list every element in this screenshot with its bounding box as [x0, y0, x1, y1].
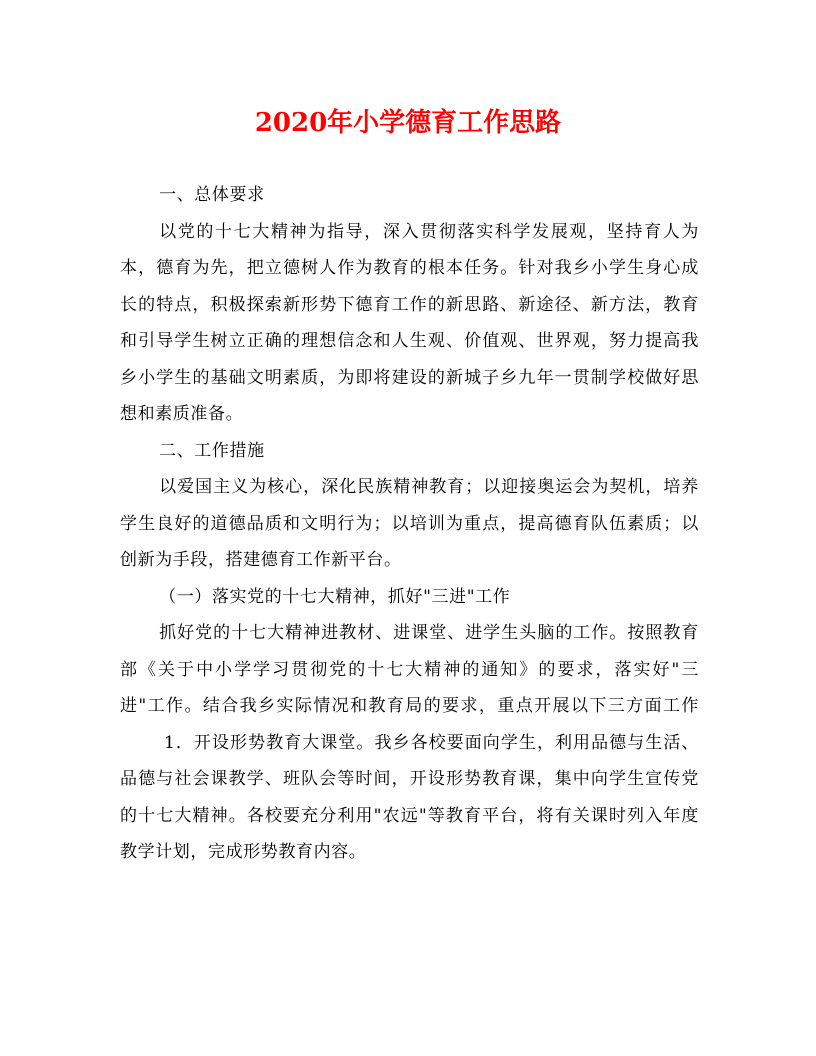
section-heading-overall-requirements: 一、总体要求	[159, 185, 265, 205]
section-paragraph-work-measures: 以爱国主义为核心，深化民族精神教育；以迎接奥运会为契机，培养学生良好的道德品质和文明行为；以培训为重点，提高德育队伍素质；以创新为手段，搭建德育工作新平台。	[120, 477, 699, 570]
subsection-heading-three-entries: （一）落实党的十七大精神，抓好"三进"工作	[159, 586, 511, 607]
subsection-paragraph-three-entries-intro: 抓好党的十七大精神进教材、进课堂、进学生头脑的工作。按照教育部《关于中小学学习贯彻党的十七大精神的通知》的要求，落实好"三进"工作。结合我乡实际情况和教育局的要求，重点开展以下三方面工作	[120, 623, 699, 716]
section-heading-work-measures: 二、工作措施	[159, 440, 265, 461]
subsection-paragraph-situation-class: 1．开设形势教育大课堂。我乡各校要面向学生，利用品德与生活、品德与社会课教学、班队会等时间，开设形势教育课，集中向学生宣传党的十七大精神。各校要充分利用"农远"等教育平台，将有关课时列入年度教学计划，完成形势教育内容。	[120, 732, 699, 862]
document-title: 2020年小学德育工作思路	[254, 108, 562, 138]
subsection-paragraph-three-entries	[120, 615, 699, 871]
section-paragraph-overall-requirements: 以党的十七大精神为指导，深入贯彻落实科学发展观，坚持育人为本，德育为先，把立德树人作为教育的根本任务。针对我乡小学生身心成长的特点，积极探索新形势下德育工作的新思路、新途径、新方法，教育和引导学生树立正确的理想信念和人生观、价值观、世界观，努力提高我乡小学生的基础文明素质，为即将建设的新城子乡九年一贯制学校做好思想和素质准备。	[120, 221, 699, 424]
document-body	[120, 177, 699, 871]
